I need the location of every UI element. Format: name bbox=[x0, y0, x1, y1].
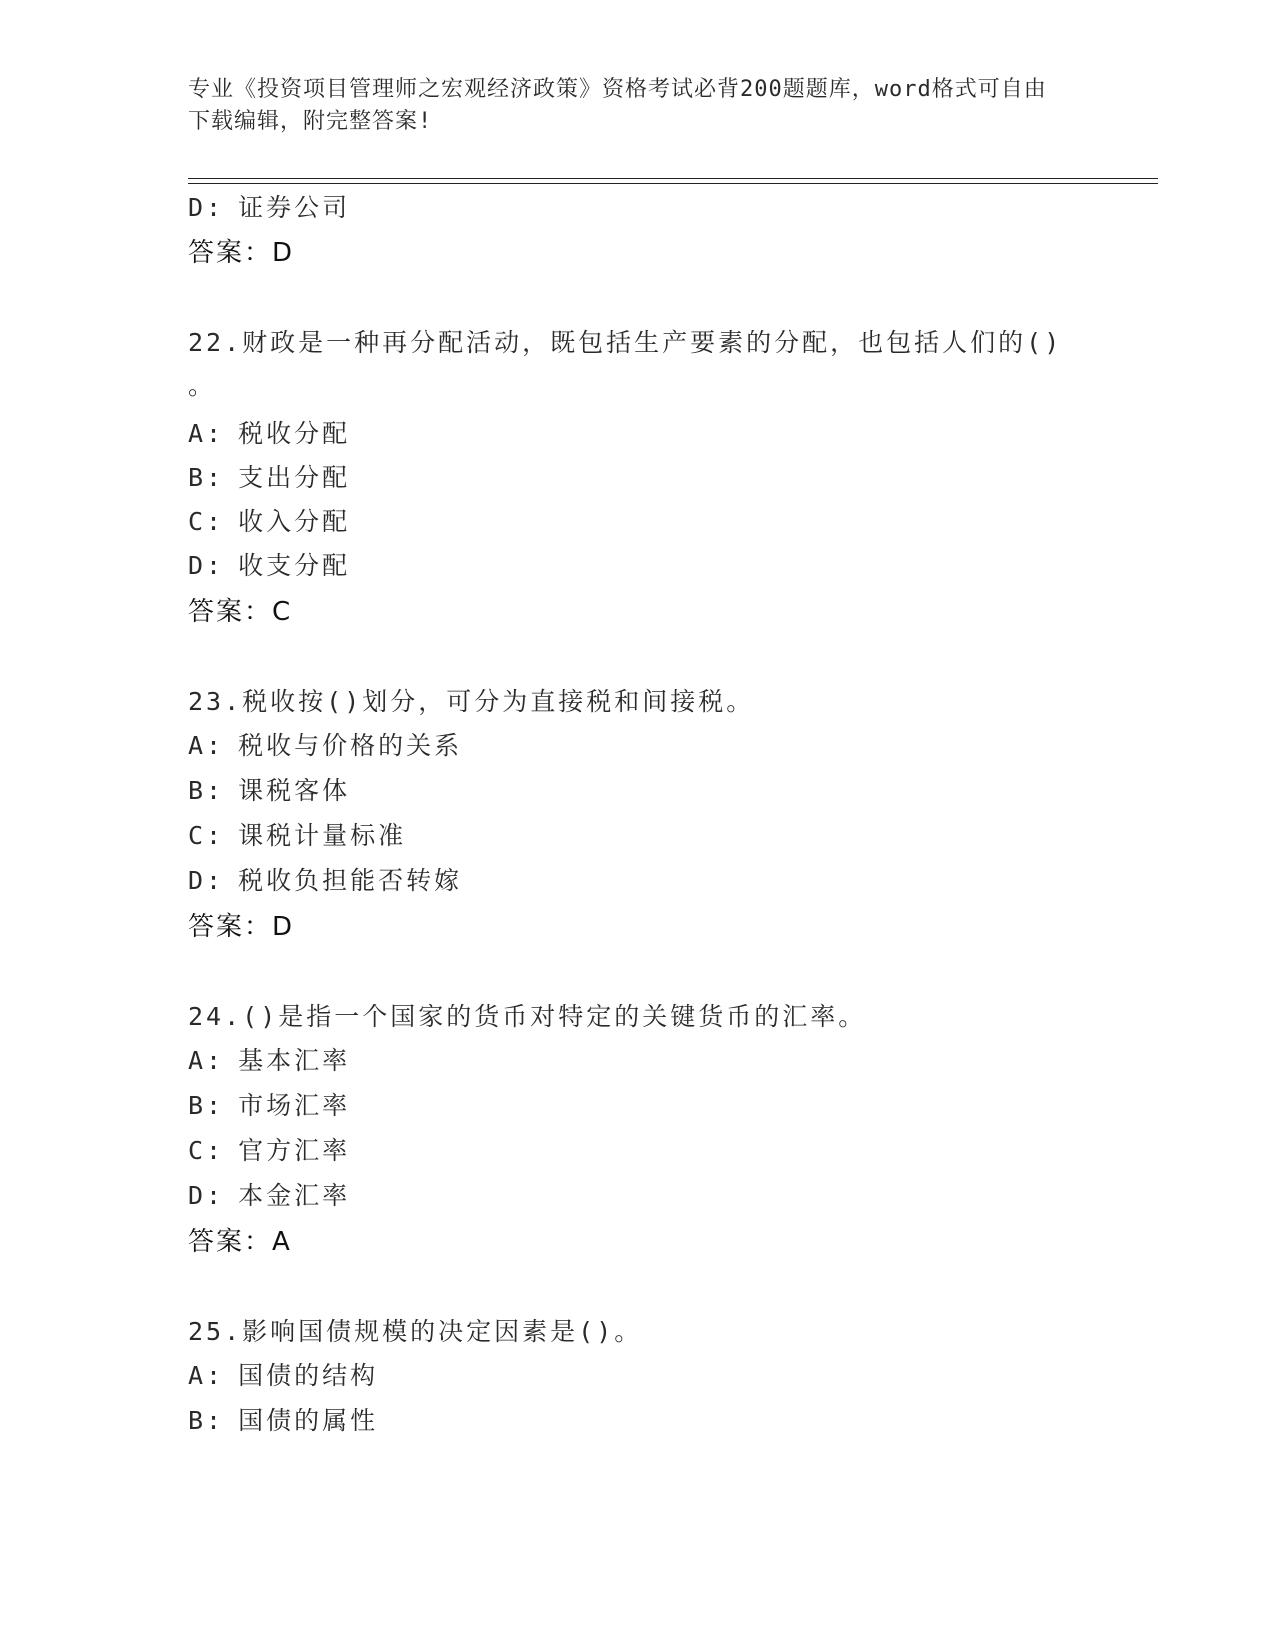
question-stem: 22.财政是一种再分配活动，既包括生产要素的分配，也包括人们的() bbox=[188, 328, 1063, 357]
option-text: 官方汇率 bbox=[238, 1136, 351, 1165]
option-label: D: bbox=[188, 193, 225, 222]
option-label: A: bbox=[188, 419, 225, 448]
option-text: 税收与价格的关系 bbox=[238, 731, 463, 760]
option-d bbox=[188, 192, 350, 224]
option-text: 本金汇率 bbox=[238, 1181, 351, 1210]
option-b bbox=[188, 1090, 350, 1122]
option-a bbox=[188, 1360, 378, 1392]
option-text: 课税客体 bbox=[238, 776, 351, 805]
option-c bbox=[188, 820, 406, 852]
option-b bbox=[188, 1405, 378, 1437]
option-d bbox=[188, 865, 462, 897]
option-label: B: bbox=[188, 1091, 225, 1120]
option-text: 市场汇率 bbox=[238, 1091, 351, 1120]
option-text: 课税计量标准 bbox=[238, 821, 407, 850]
answer-line: 答案：D bbox=[188, 912, 295, 942]
option-text: 税收负担能否转嫁 bbox=[238, 866, 463, 895]
option-label: B: bbox=[188, 463, 225, 492]
question-stem: 23.税收按()划分，可分为直接税和间接税。 bbox=[188, 687, 755, 716]
option-text: 收入分配 bbox=[238, 507, 351, 536]
option-text: 税收分配 bbox=[238, 419, 351, 448]
option-label: C: bbox=[188, 507, 225, 536]
option-label: D: bbox=[188, 551, 225, 580]
option-c bbox=[188, 1135, 350, 1167]
answer-line: 答案：D bbox=[188, 238, 295, 268]
option-label: C: bbox=[188, 1136, 225, 1165]
option-label: B: bbox=[188, 1406, 225, 1435]
option-d bbox=[188, 550, 350, 582]
option-label: C: bbox=[188, 821, 225, 850]
option-label: A: bbox=[188, 1361, 225, 1390]
header-divider-top bbox=[188, 178, 1158, 179]
option-text: 国债的结构 bbox=[238, 1361, 379, 1390]
question-stem-continuation: 。 bbox=[188, 371, 217, 400]
option-text: 基本汇率 bbox=[238, 1046, 351, 1075]
option-label: A: bbox=[188, 1046, 225, 1075]
option-text: 收支分配 bbox=[238, 551, 351, 580]
option-text: 国债的属性 bbox=[238, 1406, 379, 1435]
answer-line: 答案：C bbox=[188, 597, 293, 627]
answer-line: 答案：A bbox=[188, 1227, 292, 1257]
question-stem: 24.()是指一个国家的货币对特定的关键货币的汇率。 bbox=[188, 1002, 867, 1031]
option-a bbox=[188, 730, 462, 762]
option-label: D: bbox=[188, 866, 225, 895]
option-text: 证券公司 bbox=[238, 193, 351, 222]
option-label: A: bbox=[188, 731, 225, 760]
option-label: D: bbox=[188, 1181, 225, 1210]
option-text: 支出分配 bbox=[238, 463, 351, 492]
option-label: B: bbox=[188, 776, 225, 805]
option-c bbox=[188, 506, 350, 538]
option-a bbox=[188, 418, 350, 450]
option-b bbox=[188, 775, 350, 807]
option-d bbox=[188, 1180, 350, 1212]
header-divider-bottom bbox=[188, 183, 1158, 184]
question-stem: 25.影响国债规模的决定因素是()。 bbox=[188, 1317, 643, 1346]
option-a bbox=[188, 1045, 350, 1077]
document-title: 专业《投资项目管理师之宏观经济政策》资格考试必背200题题库，word格式可自由下载编辑，附完整答案! bbox=[188, 77, 1047, 134]
option-b bbox=[188, 462, 350, 494]
